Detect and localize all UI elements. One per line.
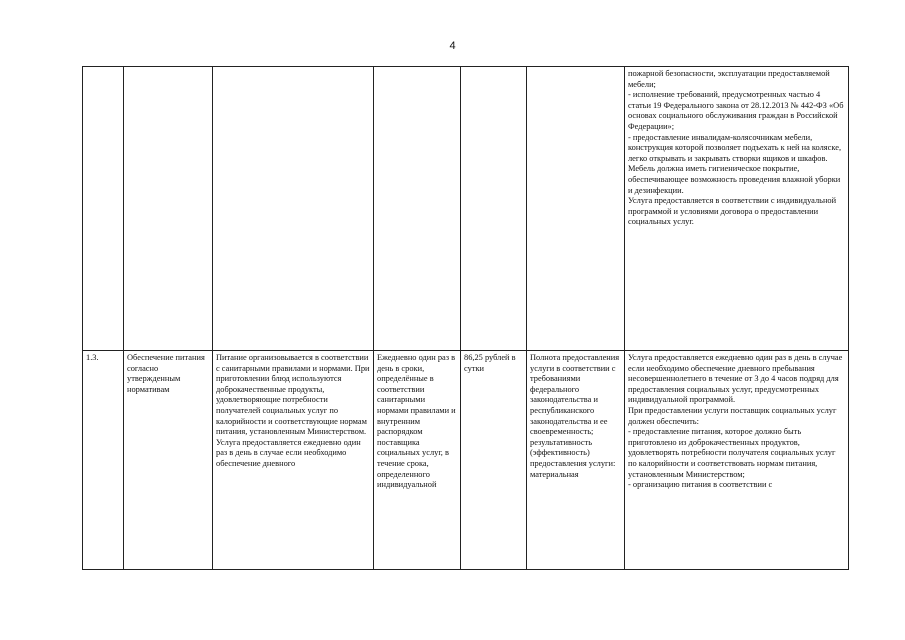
cell-description: [213, 67, 374, 351]
page-number: 4: [449, 40, 456, 52]
cell-number: [83, 67, 124, 351]
cell-price: [461, 67, 527, 351]
cell-description: Питание организовывается в соответствии с санитарными правилами и нормами. При приготовлении блюд используются доброкачественные продукты, удовлетворяющие потребности получателей социальных услуг по калорийности и соответствующие нормам питания, установленным Министерством. Услуга предоставляется ежедневно один раз в день в случае если необходимо обеспечение дневного: [213, 351, 374, 570]
table-row: [83, 67, 849, 351]
table-row: [83, 351, 849, 570]
cell-conditions: пожарной безопасности, эксплуатации предоставляемой мебели; - исполнение требований, предусмотренных частью 4 статьи 19 Федерального закона от 28.12.2013 № 442-ФЗ «Об основах социального обслуживания граждан в Российской Федерации»; - предоставление инвалидам-колясочникам мебели, конструкция которой позволяет подъехать к ней на коляске, легко открывать и закрывать створки ящиков и шкафов. Мебель должна иметь гигиеническое покрытие, обеспечивающее возможность проведения влажной уборки и дезинфекции. Услуга предоставляется в соответствии с индивидуальной программой и условиями договора о предоставлении социальных услуг.: [625, 67, 849, 351]
cell-number: 1.3.: [83, 351, 124, 570]
cell-service-name: Обеспечение питания согласно утвержденным нормативам: [124, 351, 213, 570]
cell-quality: [527, 67, 625, 351]
cell-quality: Полнота предоставления услуги в соответствии с требованиями федерального законодательства и республиканского законодательства и ее своевременность; результативность (эффективность) предоставления услуги: материальная: [527, 351, 625, 570]
cell-frequency: [374, 67, 461, 351]
cell-service-name: [124, 67, 213, 351]
cell-price: 86,25 рублей в сутки: [461, 351, 527, 570]
services-table: [82, 66, 849, 570]
cell-frequency: Ежедневно один раз в день в сроки, определённые в соответствии санитарными нормами правилами и внутренним распорядком поставщика социальных услуг, в течение срока, определенного индивидуальной: [374, 351, 461, 570]
cell-conditions: Услуга предоставляется ежедневно один раз в день в случае если необходимо обеспечение дневного пребывания несовершеннолетнего в течение от 3 до 4 часов подряд для предоставления социальных услуг, предусмотренных индивидуальной программой. При предоставлении услуги поставщик социальных услуг должен обеспечить: - предоставление питания, которое должно быть приготовлено из доброкачественных продуктов, удовлетворять потребности получателя социальных услуг по калорийности и соответствовать нормам питания, установленным Министерством; - организацию питания в соответствии с: [625, 351, 849, 570]
